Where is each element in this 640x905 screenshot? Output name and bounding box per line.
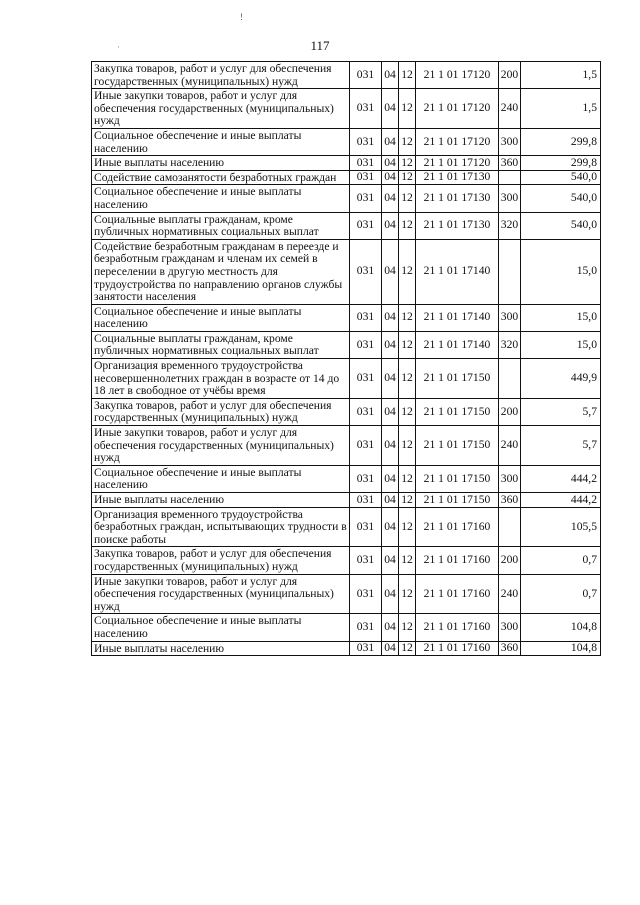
row-csr: 21 1 01 17150 (416, 426, 499, 466)
row-name: Иные выплаты населению (92, 641, 350, 656)
row-rz: 04 (382, 304, 399, 331)
row-grbs: 031 (350, 359, 382, 399)
row-rz: 04 (382, 128, 399, 155)
row-rz: 04 (382, 614, 399, 641)
row-sum: 15,0 (521, 331, 601, 358)
row-pr: 12 (399, 426, 416, 466)
table-row (92, 359, 601, 399)
row-name: Закупка товаров, работ и услуг для обеспечения государственных (муниципальных) нужд (92, 547, 350, 574)
table-row (92, 239, 601, 304)
table-row (92, 156, 601, 171)
row-pr: 12 (399, 465, 416, 492)
budget-table (91, 61, 601, 656)
row-grbs: 031 (350, 547, 382, 574)
row-vr: 360 (499, 156, 521, 171)
row-csr: 21 1 01 17150 (416, 493, 499, 508)
row-vr: 200 (499, 547, 521, 574)
row-sum: 540,0 (521, 185, 601, 212)
row-name: Иные закупки товаров, работ и услуг для обеспечения государственных (муниципальных) нужд (92, 574, 350, 614)
row-rz: 04 (382, 185, 399, 212)
row-pr: 12 (399, 614, 416, 641)
row-pr: 12 (399, 156, 416, 171)
row-csr: 21 1 01 17160 (416, 574, 499, 614)
row-sum: 104,8 (521, 614, 601, 641)
row-name: Иные закупки товаров, работ и услуг для обеспечения государственных (муниципальных) нужд (92, 89, 350, 129)
table-row (92, 507, 601, 547)
row-pr: 12 (399, 507, 416, 547)
row-vr: 240 (499, 426, 521, 466)
row-name: Социальное обеспечение и иные выплаты населению (92, 304, 350, 331)
row-rz: 04 (382, 170, 399, 185)
row-pr: 12 (399, 304, 416, 331)
table-row (92, 170, 601, 185)
row-pr: 12 (399, 331, 416, 358)
row-name: Организация временного трудоустройства несовершеннолетних граждан в возрасте от 14 до 18 лет в свободное от учёбы время (92, 359, 350, 399)
row-pr: 12 (399, 547, 416, 574)
row-vr: 300 (499, 614, 521, 641)
row-grbs: 031 (350, 62, 382, 89)
row-pr: 12 (399, 185, 416, 212)
row-vr (499, 359, 521, 399)
row-sum: 1,5 (521, 89, 601, 129)
row-csr: 21 1 01 17120 (416, 62, 499, 89)
row-sum: 540,0 (521, 212, 601, 239)
row-pr: 12 (399, 574, 416, 614)
row-rz: 04 (382, 239, 399, 304)
row-sum: 15,0 (521, 304, 601, 331)
row-name: Содействие безработным гражданам в переезде и безработным гражданам и членам их семей в переселении в другую местность для трудоустройства по направлению органов службы занятости населения (92, 239, 350, 304)
row-rz: 04 (382, 547, 399, 574)
row-csr: 21 1 01 17130 (416, 212, 499, 239)
table-row (92, 547, 601, 574)
row-rz: 04 (382, 359, 399, 399)
row-sum: 5,7 (521, 426, 601, 466)
row-name: Содействие самозанятости безработных граждан (92, 170, 350, 185)
table-row (92, 493, 601, 508)
row-grbs: 031 (350, 465, 382, 492)
row-vr (499, 170, 521, 185)
row-vr: 360 (499, 641, 521, 656)
row-csr: 21 1 01 17140 (416, 304, 499, 331)
row-sum: 1,5 (521, 62, 601, 89)
row-pr: 12 (399, 212, 416, 239)
row-name: Иные выплаты населению (92, 493, 350, 508)
row-rz: 04 (382, 426, 399, 466)
row-vr (499, 507, 521, 547)
row-sum: 540,0 (521, 170, 601, 185)
table-row (92, 398, 601, 425)
table-row (92, 614, 601, 641)
row-csr: 21 1 01 17130 (416, 185, 499, 212)
row-vr: 300 (499, 465, 521, 492)
row-sum: 15,0 (521, 239, 601, 304)
row-csr: 21 1 01 17160 (416, 507, 499, 547)
table-row (92, 641, 601, 656)
row-vr: 300 (499, 304, 521, 331)
row-grbs: 031 (350, 170, 382, 185)
row-csr: 21 1 01 17160 (416, 641, 499, 656)
row-sum: 444,2 (521, 465, 601, 492)
row-csr: 21 1 01 17160 (416, 547, 499, 574)
table-row (92, 185, 601, 212)
row-pr: 12 (399, 239, 416, 304)
row-sum: 104,8 (521, 641, 601, 656)
row-rz: 04 (382, 398, 399, 425)
row-rz: 04 (382, 212, 399, 239)
row-vr: 320 (499, 331, 521, 358)
table-row (92, 331, 601, 358)
row-sum: 0,7 (521, 547, 601, 574)
row-grbs: 031 (350, 185, 382, 212)
row-name: Социальное обеспечение и иные выплаты населению (92, 128, 350, 155)
row-rz: 04 (382, 89, 399, 129)
row-csr: 21 1 01 17130 (416, 170, 499, 185)
row-grbs: 031 (350, 212, 382, 239)
row-pr: 12 (399, 62, 416, 89)
row-grbs: 031 (350, 574, 382, 614)
row-vr: 300 (499, 185, 521, 212)
row-csr: 21 1 01 17150 (416, 359, 499, 399)
row-sum: 449,9 (521, 359, 601, 399)
table-body (92, 62, 601, 656)
row-pr: 12 (399, 641, 416, 656)
row-grbs: 031 (350, 89, 382, 129)
row-name: Социальные выплаты гражданам, кроме публичных нормативных социальных выплат (92, 212, 350, 239)
row-rz: 04 (382, 574, 399, 614)
row-grbs: 031 (350, 426, 382, 466)
row-csr: 21 1 01 17150 (416, 398, 499, 425)
row-rz: 04 (382, 62, 399, 89)
row-vr (499, 239, 521, 304)
row-csr: 21 1 01 17160 (416, 614, 499, 641)
table-row (92, 465, 601, 492)
row-rz: 04 (382, 493, 399, 508)
row-csr: 21 1 01 17150 (416, 465, 499, 492)
row-grbs: 031 (350, 128, 382, 155)
row-pr: 12 (399, 128, 416, 155)
page-number: 117 (310, 38, 330, 53)
row-vr: 200 (499, 62, 521, 89)
row-rz: 04 (382, 465, 399, 492)
row-name: Закупка товаров, работ и услуг для обеспечения государственных (муниципальных) нужд (92, 398, 350, 425)
row-sum: 299,8 (521, 128, 601, 155)
row-rz: 04 (382, 331, 399, 358)
row-sum: 444,2 (521, 493, 601, 508)
table-row (92, 128, 601, 155)
row-sum: 0,7 (521, 574, 601, 614)
table-row (92, 212, 601, 239)
row-grbs: 031 (350, 156, 382, 171)
row-vr: 240 (499, 89, 521, 129)
table-row (92, 62, 601, 89)
row-vr: 360 (499, 493, 521, 508)
row-grbs: 031 (350, 398, 382, 425)
row-sum: 105,5 (521, 507, 601, 547)
row-name: Социальное обеспечение и иные выплаты населению (92, 185, 350, 212)
row-csr: 21 1 01 17140 (416, 331, 499, 358)
row-vr: 200 (499, 398, 521, 425)
row-grbs: 031 (350, 239, 382, 304)
table-row (92, 304, 601, 331)
row-name: Закупка товаров, работ и услуг для обеспечения государственных (муниципальных) нужд (92, 62, 350, 89)
row-vr: 300 (499, 128, 521, 155)
row-name: Иные закупки товаров, работ и услуг для обеспечения государственных (муниципальных) нужд (92, 426, 350, 466)
row-name: Иные выплаты населению (92, 156, 350, 171)
row-grbs: 031 (350, 304, 382, 331)
row-sum: 299,8 (521, 156, 601, 171)
row-rz: 04 (382, 641, 399, 656)
scan-mark-top: ! (240, 12, 243, 22)
table-row (92, 426, 601, 466)
row-rz: 04 (382, 156, 399, 171)
row-vr: 320 (499, 212, 521, 239)
row-grbs: 031 (350, 493, 382, 508)
row-grbs: 031 (350, 507, 382, 547)
row-csr: 21 1 01 17140 (416, 239, 499, 304)
scan-mark-left: · (117, 42, 120, 52)
row-csr: 21 1 01 17120 (416, 89, 499, 129)
row-name: Социальное обеспечение и иные выплаты населению (92, 465, 350, 492)
row-csr: 21 1 01 17120 (416, 156, 499, 171)
row-pr: 12 (399, 359, 416, 399)
row-sum: 5,7 (521, 398, 601, 425)
row-pr: 12 (399, 493, 416, 508)
row-name: Социальное обеспечение и иные выплаты населению (92, 614, 350, 641)
row-pr: 12 (399, 398, 416, 425)
row-rz: 04 (382, 507, 399, 547)
row-vr: 240 (499, 574, 521, 614)
row-grbs: 031 (350, 641, 382, 656)
row-pr: 12 (399, 89, 416, 129)
row-grbs: 031 (350, 331, 382, 358)
table-row (92, 574, 601, 614)
row-csr: 21 1 01 17120 (416, 128, 499, 155)
row-name: Организация временного трудоустройства безработных граждан, испытывающих трудности в поиске работы (92, 507, 350, 547)
row-pr: 12 (399, 170, 416, 185)
row-grbs: 031 (350, 614, 382, 641)
row-name: Социальные выплаты гражданам, кроме публичных нормативных социальных выплат (92, 331, 350, 358)
table-row (92, 89, 601, 129)
